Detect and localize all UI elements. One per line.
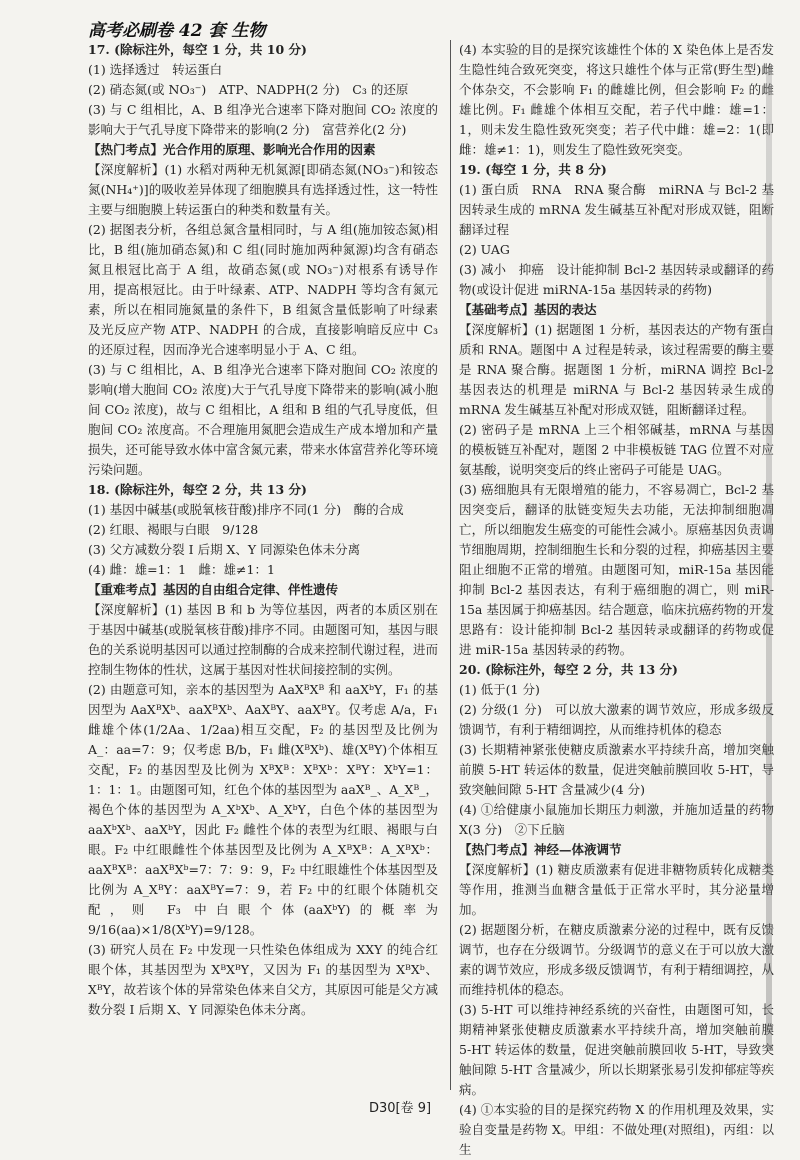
- left-column: [88, 40, 438, 1090]
- paragraph: (3) 减小 抑癌 设计能抑制 Bcl-2 基因转录或翻译的药物(或设计促进 miRNA-15a 基因转录的药物): [459, 262, 774, 297]
- paragraph: (4) 本实验的目的是探究该雄性个体的 X 染色体上是否发生隐性纯合致死突变，将这只雄性个体与正常(野生型)雌个体杂交，不会影响 F₁ 的雌雄比例，但会影响 F₂ 的雌雄比例。F₁ 雌雄个体相互交配，若子代中雌：雄=1：1，则未发生隐性致死突变；若子代中雌：雄=2：1(即雌：雄≠1：1)，则发生了隐性致死突变。: [459, 42, 774, 157]
- paragraph: (2) 密码子是 mRNA 上三个相邻碱基，mRNA 与基因的模板链互补配对，题图 2 中非模板链 TAG 位置不对应氨基酸，说明突变后的终止密码子可能是 UAG。: [459, 422, 774, 477]
- right-column: [450, 40, 774, 1157]
- paragraph: 【深度解析】(1) 基因 B 和 b 为等位基因，两者的本质区别在于基因中碱基(或脱氧核苷酸)排序不同。由题图可知，基因与眼色的关系说明基因可以通过控制酶的合成来控制代谢过程，进而控制生物体的性状，这属于基因对性状间接控制的实例。: [88, 602, 439, 677]
- page-title: 高考必刷卷 42 套 生物: [88, 21, 266, 41]
- paragraph: (4) ①给健康小鼠施加长期压力刺激，并施加适量的药物 X(3 分) ②下丘脑: [459, 802, 774, 837]
- paragraph: (2) 由题意可知，亲本的基因型为 AaXᴮXᴮ 和 aaXᵇY，F₁ 的基因型为 AaXᴮXᵇ、aaXᴮXᵇ、AaXᴮY、aaXᴮY。仅考虑 A/a，F₁ 雌雄个体(1/2Aa、1/2aa)相互交配，F₂ 的基因型及比例为 A_：aa=7：9；仅考虑 B/b，F₁ 雌(XᴮXᵇ)、雄(XᴮY)个体相互交配，F₂ 的基因型及比例为 XᴮXᴮ：XᴮXᵇ：XᴮY：XᵇY=1：1：1：1。由题图可知，红色个体的基因型为 aaXᴮ_、A_Xᴮ_，褐色个体的基因型为 A_XᵇXᵇ、A_XᵇY，白色个体的基因型为 aaXᵇXᵇ、aaXᵇY，因此 F₂ 雌性个体的表型为红眼、褐眼与白眼。F₂ 中红眼雌性个体基因型及比例为 A_XᴮXᴮ：A_XᴮXᵇ：aaXᴮXᴮ：aaXᴮXᵇ=7：7：9：9，F₂ 中红眼雄性个体基因型及比例为 A_XᴮY：aaXᴮY=7：9，若 F₂ 中的红眼个体随机交配，则 F₃ 中白眼个体(aaXᵇY)的概率为 9/16(aa)×1/8(XᵇY)=9/128。: [88, 682, 438, 937]
- paragraph: (4) ①本实验的目的是探究药物 X 的作用机理及效果，实验自变量是药物 X。甲组：不做处理(对照组)，丙组：以生: [459, 1102, 774, 1157]
- paragraph: (2) 红眼、褐眼与白眼 9/128: [88, 522, 259, 537]
- paragraph: (2) 据图表分析，各组总氮含量相同时，与 A 组(施加铵态氮)相比，B 组(施加硝态氮)和 C 组(同时施加两种氮源)均含有硝态氮且根冠比高于 A 组，故硝态氮(或 NO₃⁻)对根系有诱导作用，提高根冠比。由于叶绿素、ATP、NADPH 等均含有氮元素，所以在相同施氮量的条件下，B 组氮含量低影响了叶绿素及光反应产物 ATP、NADPH 的合成，直接影响暗反应中 C₃ 的还原过程，因而净光合速率明显小于 A、C 组。: [88, 222, 438, 357]
- topic-tag: 【重难考点】基因的自由组合定律、伴性遗传: [88, 582, 339, 597]
- question-heading: 18. (除标注外，每空 2 分，共 13 分): [88, 482, 307, 497]
- paragraph: (3) 5-HT 可以维持神经系统的兴奋性，由题图可知，长期精神紧张使糖皮质激素水平持续升高，增加突触前膜 5-HT 转运体的数量，促进突触前膜回收 5-HT，导致突触间隙 5-HT 含量减少，所以长期紧张易引发抑郁症等疾病。: [459, 1002, 774, 1097]
- paragraph: 【深度解析】(1) 据题图 1 分析，基因表达的产物有蛋白质和 RNA。题图中 A 过程是转录，该过程需要的酶主要是 RNA 聚合酶。据题图 1 分析，miRNA 调控 Bcl-2 基因表达的机理是 miRNA 与 Bcl-2 基因转录生成的 mRNA 发生碱基互补配对形成双链，阻断翻译过程。: [459, 322, 774, 417]
- paragraph: (3) 研究人员在 F₂ 中发现一只性染色体组成为 XXY 的纯合红眼个体，其基因型为 XᴮXᴮY，又因为 F₁ 的基因型为 XᴮXᵇ、XᴮY，故若该个体的异常染色体来自父方，其原因可能是父方减数分裂 I 后期 X、Y 同源染色体未分离。: [88, 942, 438, 1017]
- paragraph: (4) 雌：雄=1：1 雌：雄≠1：1: [88, 562, 275, 577]
- paragraph: (3) 长期精神紧张使糖皮质激素水平持续升高，增加突触前膜 5-HT 转运体的数量，促进突触前膜回收 5-HT，导致突触间隙 5-HT 含量减少(4 分): [459, 742, 774, 797]
- paragraph: (2) UAG: [459, 242, 510, 257]
- topic-tag: 【热门考点】神经—体液调节: [459, 842, 622, 857]
- paragraph: (1) 基因中碱基(或脱氧核苷酸)排序不同(1 分) 酶的合成: [88, 502, 404, 517]
- page-number: D30[卷 9]: [368, 1101, 432, 1116]
- paragraph: (2) 硝态氮(或 NO₃⁻) ATP、NADPH(2 分) C₃ 的还原: [88, 82, 409, 97]
- paragraph: (1) 低于(1 分): [459, 682, 540, 697]
- paragraph: (3) 与 C 组相比，A、B 组净光合速率下降对胞间 CO₂ 浓度的影响大于气孔导度下降带来的影响(2 分) 富营养化(2 分): [88, 102, 438, 137]
- paragraph: (3) 与 C 组相比，A、B 组净光合速率下降对胞间 CO₂ 浓度的影响(增大胞间 CO₂ 浓度)大于气孔导度下降带来的影响(减小胞间 CO₂ 浓度)，故与 C 组相比，A 组和 B 组的气孔导度低，但胞间 CO₂ 浓度高。不合理施用氮肥会造成生产成本增加和产量损失，还可能导致水体中富含氮元素，带来水体富营养化等环境污染问题。: [88, 362, 439, 477]
- topic-tag: 【基础考点】基因的表达: [459, 302, 597, 317]
- paragraph: (1) 选择透过 转运蛋白: [88, 62, 223, 77]
- question-heading: 19. (每空 1 分，共 8 分): [459, 162, 607, 177]
- paragraph: (1) 蛋白质 RNA RNA 聚合酶 miRNA 与 Bcl-2 基因转录生成的 mRNA 发生碱基互补配对形成双链，阻断翻译过程: [459, 182, 774, 237]
- page-edge-shadow: [766, 70, 772, 1050]
- paragraph: 【深度解析】(1) 水稻对两种无机氮源[即硝态氮(NO₃⁻)和铵态氮(NH₄⁺)]的吸收差异体现了细胞膜具有选择透过性，这一特性主要与细胞膜上转运蛋白的种类和数量有关。: [88, 162, 438, 217]
- paragraph: 【深度解析】(1) 糖皮质激素有促进非糖物质转化成糖类等作用，推测当血糖含量低于正常水平时，其分泌量增加。: [459, 862, 774, 917]
- question-heading: 20. (除标注外，每空 2 分，共 13 分): [459, 662, 678, 677]
- question-heading: 17. (除标注外，每空 1 分，共 10 分): [88, 42, 307, 57]
- paragraph: (2) 据题图分析，在糖皮质激素分泌的过程中，既有反馈调节，也存在分级调节。分级调节的意义在于可以放大激素的调节效应，形成多级反馈调节，有利于精细调控，从而维持机体的稳态。: [459, 922, 774, 997]
- paragraph: (3) 癌细胞具有无限增殖的能力，不容易凋亡，Bcl-2 基因突变后，翻译的肽链变短失去功能，无法抑制细胞凋亡，所以细胞发生癌变的可能性会减小。原癌基因负责调节细胞周期，控制细胞生长和分裂的过程，抑癌基因主要阻止细胞不正常的增殖。由题图可知，miR-15a 基因能抑制 Bcl-2 基因表达，有利于癌细胞的凋亡，则 miR-15a 基因属于抑癌基因。结合题意，临床抗癌药物的开发思路有：设计能抑制 Bcl-2 基因转录或翻译的药物或促进 miR-15a 基因转录的药物。: [459, 482, 774, 657]
- topic-tag: 【热门考点】光合作用的原理、影响光合作用的因素: [88, 142, 376, 157]
- paragraph: (2) 分级(1 分) 可以放大激素的调节效应，形成多级反馈调节，有利于精细调控，从而维持机体的稳态: [459, 702, 774, 737]
- paragraph: (3) 父方减数分裂 I 后期 X、Y 同源染色体未分离: [88, 542, 361, 557]
